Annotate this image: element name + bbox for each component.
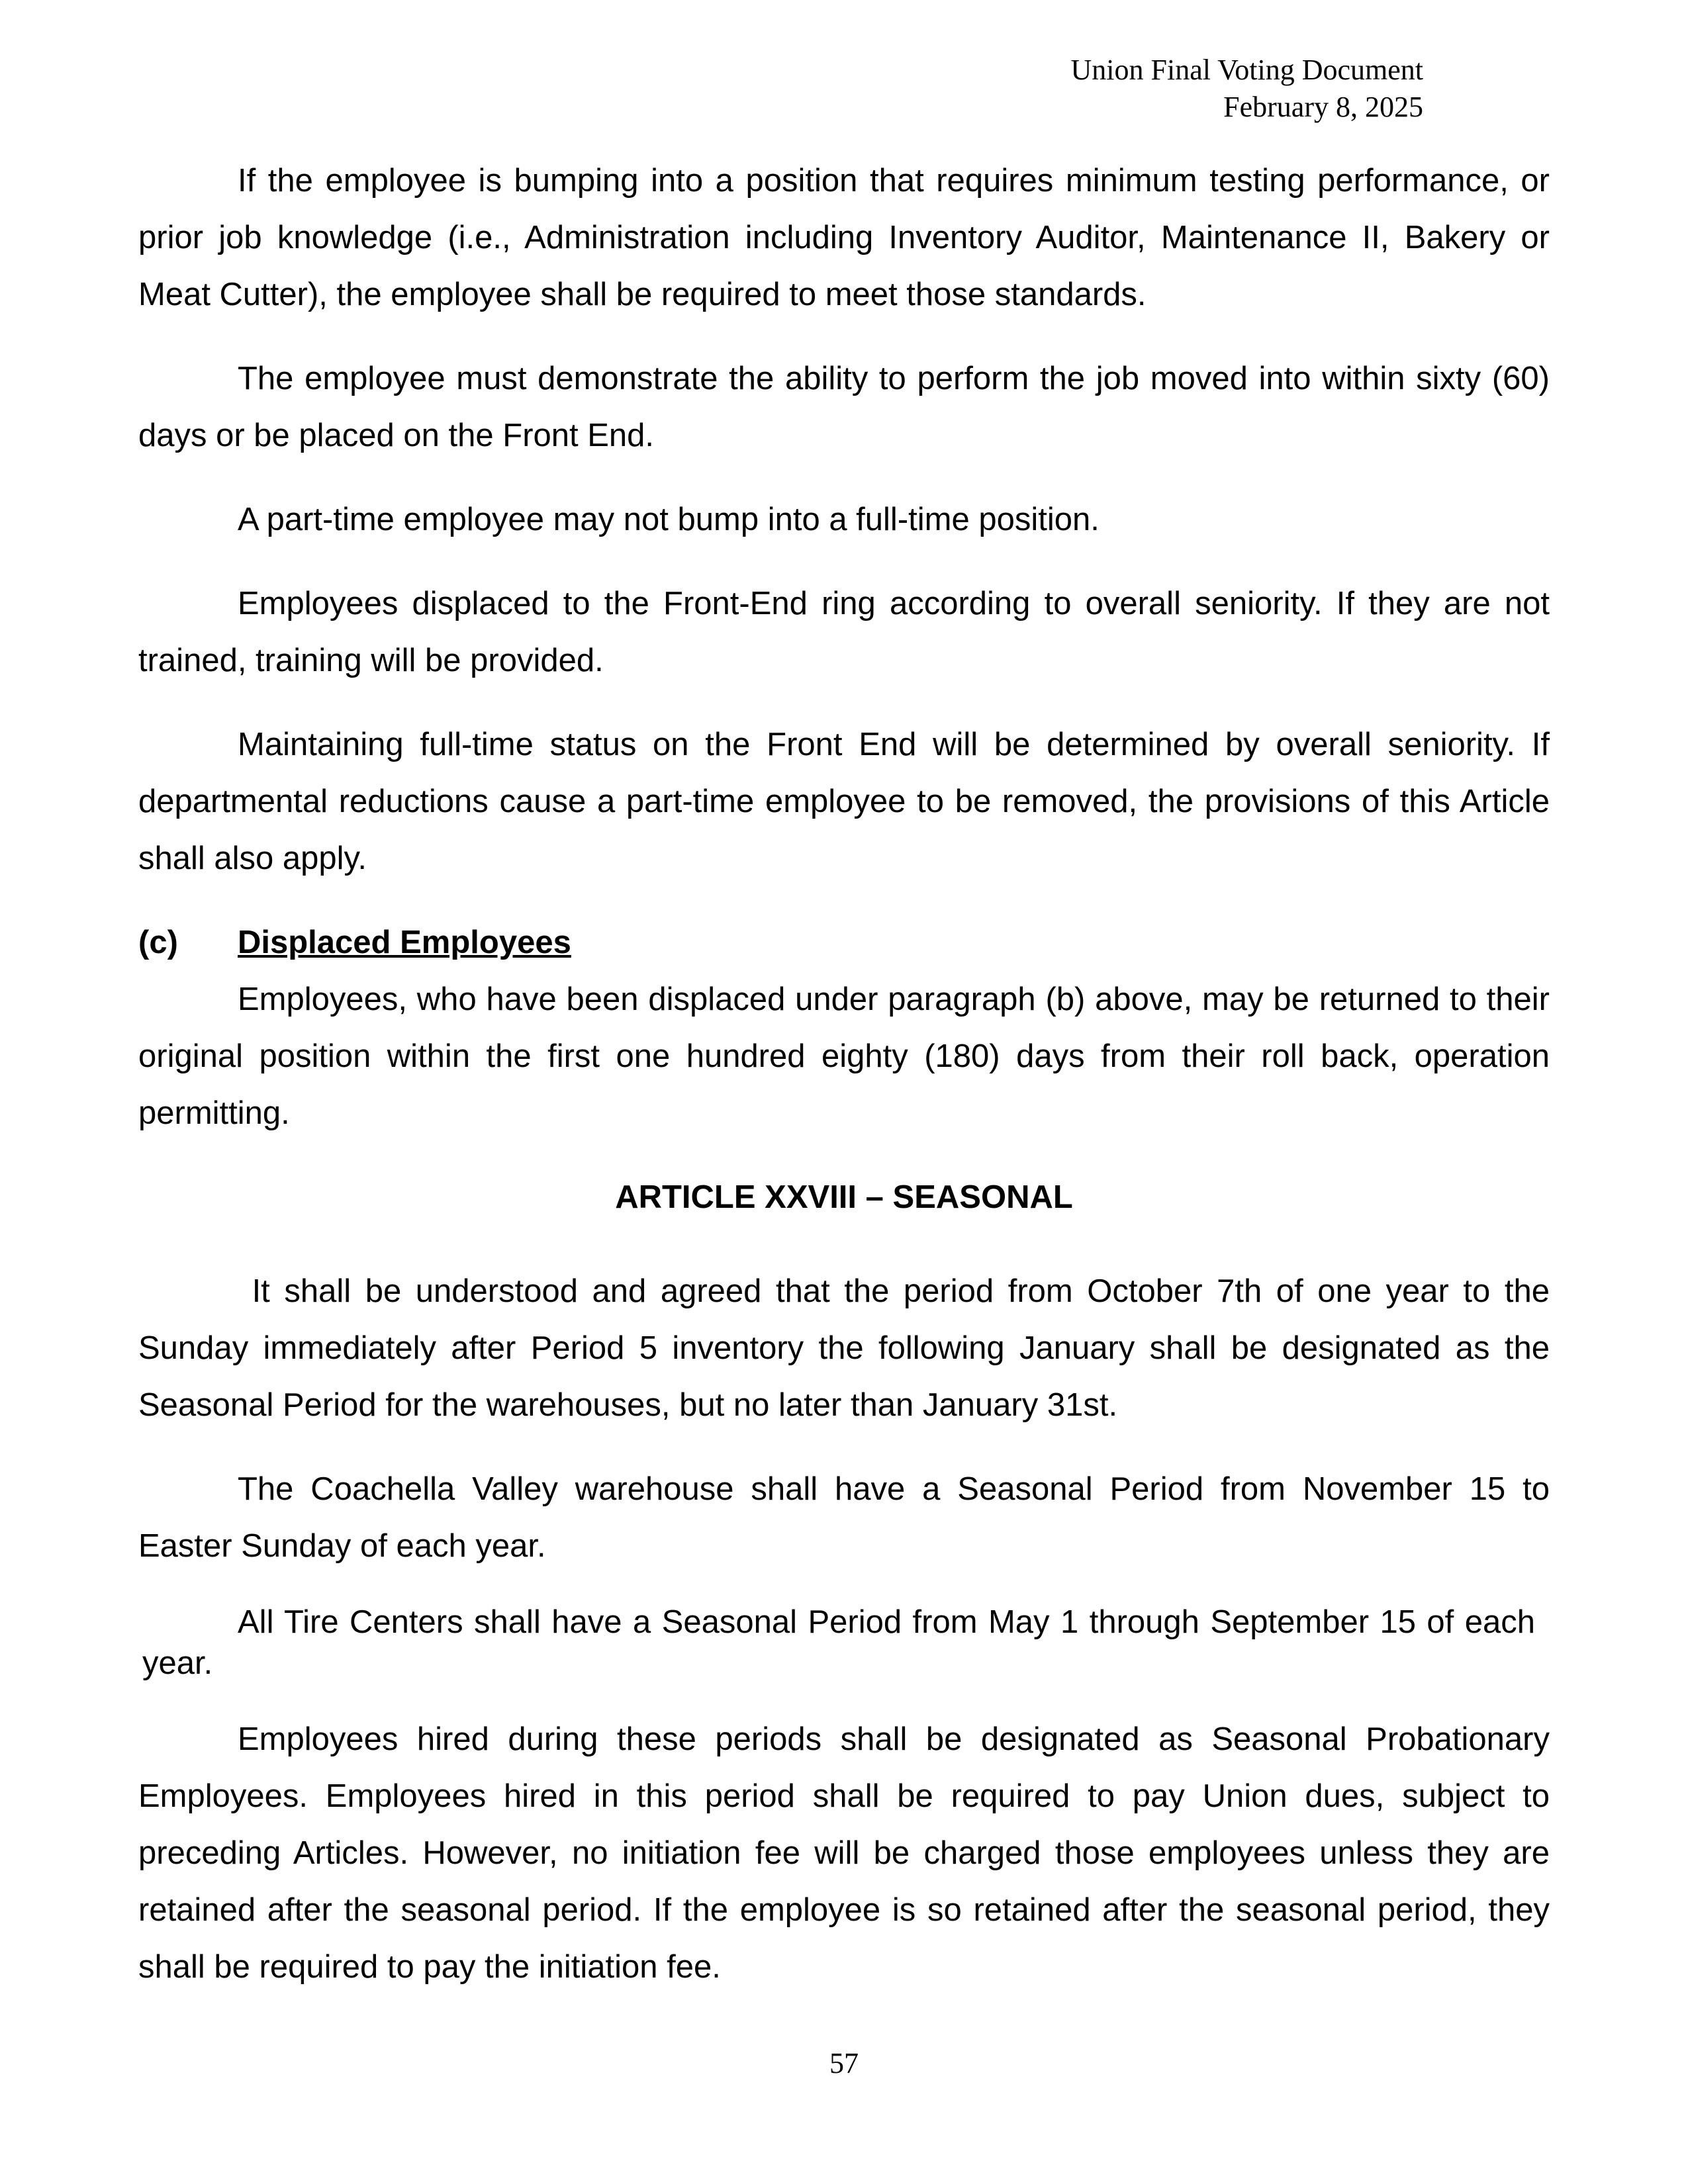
header-title: Union Final Voting Document	[1070, 54, 1423, 86]
tire-centers-line-1: All Tire Centers shall have a Seasonal Period from May 1 through September 15 of each	[238, 1604, 1535, 1640]
paragraph-part-time-bump: A part-time employee may not bump into a full-time position.	[238, 502, 1100, 537]
page-body	[138, 152, 1559, 1995]
paragraph-full-time-status: Maintaining full-time status on the Front End will be determined by overall seniority. If departmental reductions cause a part-time employee to be removed, the provisions of this Article shall also apply.	[138, 727, 1550, 876]
page-number: 57	[829, 2047, 859, 2079]
header-date: February 8, 2025	[1223, 91, 1423, 123]
article-heading: ARTICLE XXVIII – SEASONAL	[615, 1179, 1073, 1215]
paragraph-tire-centers	[138, 1602, 1550, 1684]
paragraph-seasonal-period: It shall be understood and agreed that the period from October 7th of one year to the Sunday immediately after Period 5 inventory the following January shall be designated as the Seasonal Period for the warehouses, but no later than January 31st.	[138, 1273, 1559, 1423]
section-c-label: (c)	[138, 925, 178, 960]
section-c-title: Displaced Employees	[238, 925, 571, 960]
paragraph-coachella-valley: The Coachella Valley warehouse shall have a Seasonal Period from November 15 to Easter Sunday of each year.	[138, 1471, 1550, 1564]
document-header	[827, 52, 1423, 126]
paragraph-bumping-standards: If the employee is bumping into a position that requires minimum testing performance, or prior job knowledge (i.e., Administration including Inventory Auditor, Maintenance II, Bakery or Meat Cutter), the employee shall be required to meet those standards.	[138, 163, 1550, 312]
tire-centers-line-2: year.	[142, 1645, 213, 1681]
paragraph-demonstrate-ability: The employee must demonstrate the ability to perform the job moved into within sixty (60) days or be placed on the Front End.	[138, 361, 1550, 453]
paragraph-displaced-employees: Employees, who have been displaced under paragraph (b) above, may be returned to their original position within the first one hundred eighty (180) days from their roll back, operation permitting.	[138, 981, 1550, 1131]
paragraph-front-end-displacement: Employees displaced to the Front-End ring according to overall seniority. If they are not trained, training will be provided.	[138, 586, 1550, 678]
paragraph-seasonal-probationary: Employees hired during these periods shall be designated as Seasonal Probationary Employees. Employees hired in this period shall be required to pay Union dues, subject to preceding Articles. However, no initiation fee will be charged those employees unless they are retained after the seasonal period. If the employee is so retained after the seasonal period, they shall be required to pay the initiation fee.	[138, 1721, 1550, 1985]
section-c-heading	[138, 914, 1550, 971]
